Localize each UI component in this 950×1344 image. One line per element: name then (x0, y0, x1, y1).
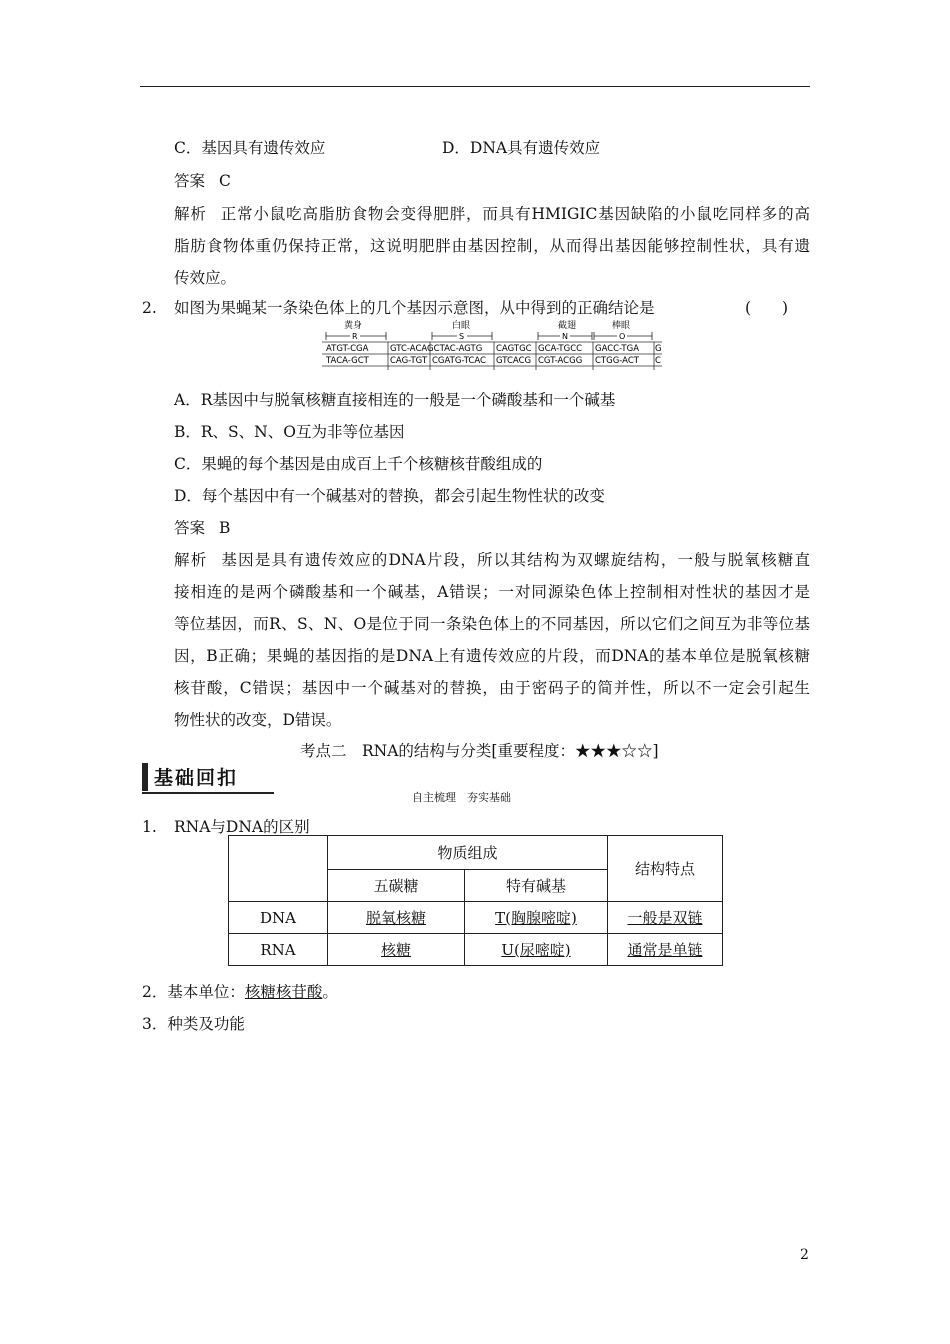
q2-analysis-line-4: 因，B正确；果蝇的基因指的是DNA上有遗传效应的片段，而DNA的基本单位是脱氧核糖 (174, 647, 810, 665)
gene-name-1: 黄身 (344, 321, 363, 331)
row-sugar: 核糖 (328, 934, 465, 966)
strand-top-seg: GCA-TGCC (538, 344, 583, 354)
strand-bottom-seg: CGATG-TCAC (432, 356, 486, 366)
item2-value: 核糖核苷酸 (244, 983, 323, 1001)
rna-dna-comparison-table (228, 835, 723, 966)
gene-letter-n: N (562, 332, 568, 341)
q1-analysis-line-3: 传效应。 (174, 269, 237, 287)
row-structure: 一般是双链 (608, 902, 723, 934)
row-base: T(胸腺嘧啶) (465, 902, 608, 934)
table-row (229, 902, 723, 934)
row-structure: 通常是单链 (608, 934, 723, 966)
banner-subtitle: 自主梳理 夯实基础 (412, 791, 511, 804)
analysis-text: 基因是具有遗传效应的DNA片段，所以其结构为双螺旋结构，一般与脱氧核糖直 (221, 551, 810, 569)
header-rule (140, 86, 810, 87)
banner-text: 基础回扣 (154, 767, 239, 789)
strand-top-seg: GACC-TGA (595, 344, 640, 354)
q2-option-a: A．R基因中与脱氧核糖直接相连的一般是一个磷酸基和一个碱基 (174, 391, 616, 409)
q2-option-d: D．每个基因中有一个碱基对的替换，都会引起生物性状的改变 (174, 487, 605, 505)
row-name: DNA (229, 902, 328, 934)
q2-analysis-line-6: 物性状的改变，D错误。 (174, 711, 342, 729)
item2-prefix: 2．基本单位： (142, 983, 245, 1001)
gene-map-figure (322, 318, 662, 374)
page-number: 2 (800, 1247, 809, 1263)
item2-suffix: 。 (322, 983, 338, 1001)
item1-number: 1. (142, 818, 157, 836)
q2-analysis-line-1 (174, 550, 810, 570)
strand-bottom-seg: CTGG-ACT (595, 356, 639, 366)
q2-number: 2. (142, 299, 157, 317)
q2-analysis-line-3: 等位基因，而R、S、N、O是位于同一条染色体上的不同基因，所以它们之间互为非等位基 (174, 615, 810, 633)
strand-top-seg: GTC-ACAGCTAC-AGTG (390, 344, 483, 354)
strand-bottom-seg: TACA-GCT (326, 356, 369, 366)
header-composition: 物质组成 (328, 836, 608, 870)
row-base: U(尿嘧啶) (465, 934, 608, 966)
q2-option-c: C．果蝇的每个基因是由成百上千个核糖核苷酸组成的 (174, 455, 543, 473)
q2-analysis-line-5: 核苷酸，C错误；基因中一个碱基对的替换，由于密码子的简并性，所以不一定会引起生 (174, 679, 810, 697)
q2-analysis-line-2: 接相连的是两个磷酸基和一个碱基，A错误；一对同源染色体上控制相对性状的基因才是 (174, 583, 810, 601)
q2-answer-blank: ( ) (745, 299, 789, 317)
strand-bottom-seg: GTCACG (496, 356, 532, 366)
q1-option-c: C．基因具有遗传效应 (174, 139, 326, 157)
header-base: 特有碱基 (465, 870, 608, 902)
item2 (142, 982, 338, 1002)
q2-stem: 如图为果蝇某一条染色体上的几个基因示意图，从中得到的正确结论是 (174, 299, 655, 317)
gene-letter-o: O (619, 332, 626, 341)
header-structure: 结构特点 (608, 836, 723, 902)
banner-bar (142, 763, 148, 791)
analysis-label: 解析 (174, 551, 208, 569)
answer-value: B (219, 519, 231, 537)
section-title: 考点二 RNA的结构与分类[重要程度：★★★☆☆] (300, 742, 659, 760)
section-banner (142, 758, 274, 794)
q2-option-b: B．R、S、N、O互为非等位基因 (174, 423, 405, 441)
strand-top-seg: CAGTGC (496, 344, 532, 354)
strand-bottom-seg: C (655, 356, 661, 366)
gene-letter-r: R (352, 332, 358, 341)
table-corner (229, 836, 328, 902)
strand-top-seg: G (655, 344, 662, 354)
gene-name-2: 白眼 (452, 321, 471, 331)
analysis-label: 解析 (174, 205, 207, 223)
item3: 3．种类及功能 (142, 1015, 245, 1033)
q1-option-d: D．DNA具有遗传效应 (442, 139, 601, 157)
strand-top-seg: ATGT-CGA (326, 344, 369, 354)
table-row (229, 934, 723, 966)
strand-bottom (325, 356, 661, 366)
gene-name-3: 截翅 (558, 321, 577, 331)
answer-label: 答案 (174, 519, 206, 537)
answer-label: 答案 (174, 172, 206, 190)
q1-analysis-line-2: 脂肪食物体重仍保持正常，这说明肥胖由基因控制，从而得出基因能够控制性状，具有遗 (174, 237, 810, 255)
row-name: RNA (229, 934, 328, 966)
row-sugar: 脱氧核糖 (328, 902, 465, 934)
answer-value: C (219, 172, 231, 190)
item1-text: RNA与DNA的区别 (174, 818, 310, 836)
header-sugar: 五碳糖 (328, 870, 465, 902)
gene-range-arrows (326, 332, 652, 340)
strand-bottom-seg: CGT-ACGG (538, 356, 583, 366)
q2-answer (174, 518, 230, 538)
gene-name-4: 棒眼 (612, 321, 631, 331)
gene-letter-s: S (459, 332, 465, 341)
q1-analysis-line-1 (174, 204, 810, 224)
strand-bottom-seg: CAG-TGT (390, 356, 428, 366)
analysis-text: 正常小鼠吃高脂肪食物会变得肥胖，而具有HMIGIC基因缺陷的小鼠吃同样多的高 (220, 205, 810, 223)
q1-answer (174, 171, 231, 191)
